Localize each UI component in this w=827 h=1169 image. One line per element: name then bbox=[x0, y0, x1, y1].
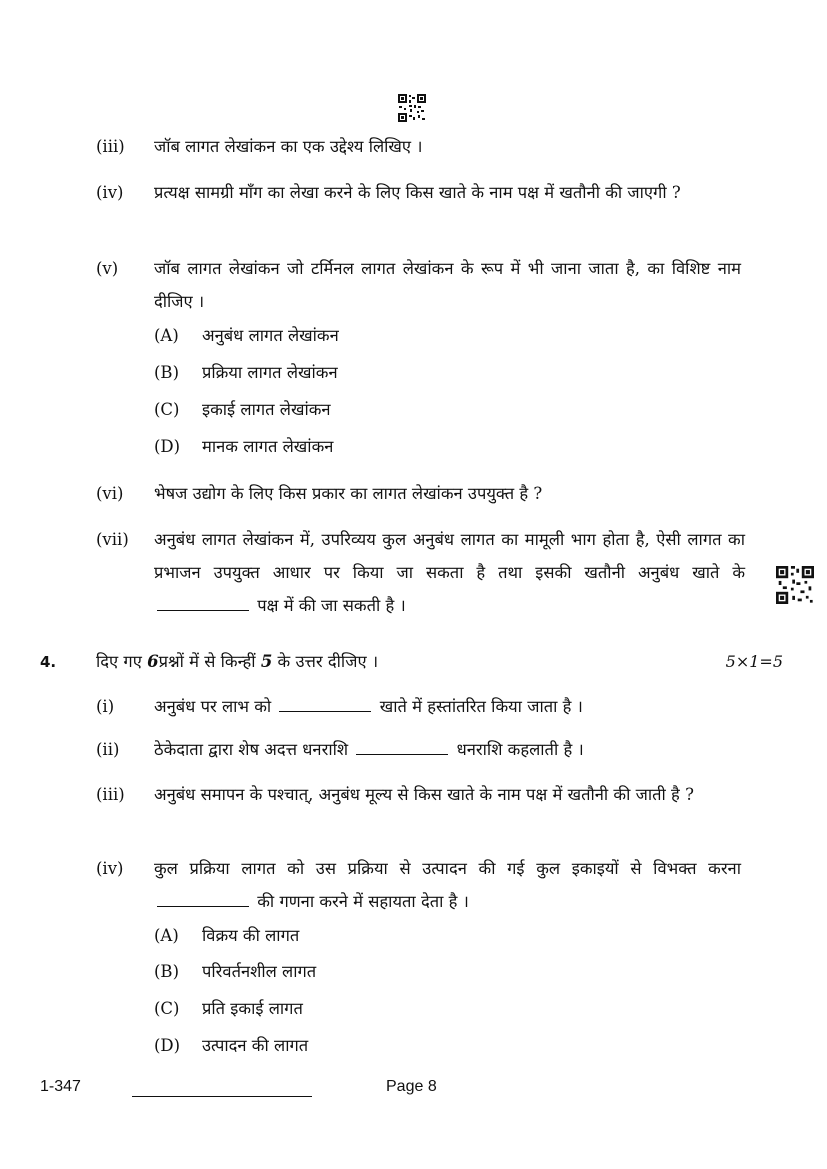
option-text: प्रक्रिया लागत लेखांकन bbox=[202, 363, 338, 382]
item-number: (iv) bbox=[96, 859, 124, 878]
item-text: जॉब लागत लेखांकन का एक उद्देश्य लिखिए । bbox=[154, 137, 423, 156]
option-label: (C) bbox=[154, 400, 180, 419]
question-4-instruction bbox=[96, 648, 378, 676]
qr-code-side bbox=[776, 566, 814, 604]
option-text: उत्पादन की लागत bbox=[202, 1036, 309, 1055]
instruction-part: प्रश्नों में से किन्हीं bbox=[158, 652, 256, 671]
option-label: (B) bbox=[154, 363, 179, 382]
instruction-part: दिए गए bbox=[96, 652, 142, 671]
option-c bbox=[154, 995, 303, 1023]
option-label: (C) bbox=[154, 999, 180, 1018]
item-number: (iii) bbox=[96, 785, 125, 804]
page-number: Page 8 bbox=[386, 1078, 437, 1095]
item-text: प्रत्यक्ष सामग्री माँग का लेखा करने के लिए किस खाते के नाम पक्ष में खतौनी की जाएगी ? bbox=[154, 183, 681, 202]
option-text: मानक लागत लेखांकन bbox=[202, 437, 334, 456]
item-text: अनुबंध समापन के पश्चात्, अनुबंध मूल्य से किस खाते के नाम पक्ष में खतौनी की जाती है ? bbox=[154, 785, 694, 804]
item-text: जॉब लागत लेखांकन जो टर्मिनल लागत लेखांकन के रूप में भी जाना जाता है, का विशिष्ट नाम दीजिए । bbox=[154, 259, 741, 311]
item-text-after: खाते में हस्तांतरित किया जाता है । bbox=[379, 697, 583, 716]
option-text: अनुबंध लागत लेखांकन bbox=[202, 326, 339, 345]
option-a bbox=[154, 322, 339, 350]
item-text-before: अनुबंध पर लाभ को bbox=[154, 697, 272, 716]
paper-code: 1-347 bbox=[40, 1078, 81, 1095]
option-text: परिवर्तनशील लागत bbox=[202, 962, 317, 981]
instruction-number: 6 bbox=[147, 652, 159, 671]
item-number: (ii) bbox=[96, 740, 120, 759]
question-4-marks: 5×1=5 bbox=[725, 652, 783, 671]
option-a bbox=[154, 922, 299, 950]
question-4-number: 4. bbox=[40, 653, 57, 671]
option-text: विक्रय की लागत bbox=[202, 926, 300, 945]
item-number: (iv) bbox=[96, 183, 124, 202]
option-d bbox=[154, 433, 333, 461]
option-label: (D) bbox=[154, 1036, 181, 1055]
option-text: प्रति इकाई लागत bbox=[202, 999, 303, 1018]
option-b bbox=[154, 359, 338, 387]
item-text-before: अनुबंध लागत लेखांकन में, उपरिव्यय कुल अनुबंध लागत का मामूली भाग होता है, ऐसी लागत का प्रभाजन उपयुक्त आधार पर किया जा सकता है तथा इसकी खतौनी अनुबंध खाते के bbox=[154, 530, 745, 582]
fill-blank bbox=[157, 596, 249, 611]
instruction-part: के उत्तर दीजिए । bbox=[277, 652, 379, 671]
option-label: (A) bbox=[154, 926, 179, 945]
item-text-before: कुल प्रक्रिया लागत को उस प्रक्रिया से उत्पादन की गई कुल इकाइयों से विभक्त करना bbox=[154, 859, 741, 878]
item-text-before: ठेकेदाता द्वारा शेष अदत्त धनराशि bbox=[154, 740, 349, 759]
item-number: (i) bbox=[96, 697, 115, 716]
item-text: भेषज उद्योग के लिए किस प्रकार का लागत लेखांकन उपयुक्त है ? bbox=[154, 484, 543, 503]
item-number: (vii) bbox=[96, 530, 129, 549]
item-text-after: की गणना करने में सहायता देता है । bbox=[257, 892, 469, 911]
qr-code-top bbox=[398, 94, 426, 122]
qr-code-side-icon bbox=[776, 566, 814, 604]
item-number: (iii) bbox=[96, 137, 125, 156]
item-number: (v) bbox=[96, 259, 119, 278]
fill-blank bbox=[279, 697, 371, 712]
option-text: इकाई लागत लेखांकन bbox=[202, 400, 331, 419]
footer-divider bbox=[132, 1096, 312, 1097]
qr-code-top-icon bbox=[398, 94, 426, 122]
option-label: (B) bbox=[154, 962, 179, 981]
option-c bbox=[154, 396, 331, 424]
option-b bbox=[154, 958, 316, 986]
option-label: (A) bbox=[154, 326, 179, 345]
item-text-after: धनराशि कहलाती है । bbox=[456, 740, 584, 759]
fill-blank bbox=[356, 740, 448, 755]
fill-blank bbox=[157, 892, 249, 907]
option-d bbox=[154, 1032, 308, 1060]
item-text-after: पक्ष में की जा सकती है । bbox=[257, 596, 406, 615]
item-number: (vi) bbox=[96, 484, 124, 503]
option-label: (D) bbox=[154, 437, 181, 456]
instruction-number: 5 bbox=[260, 652, 273, 671]
